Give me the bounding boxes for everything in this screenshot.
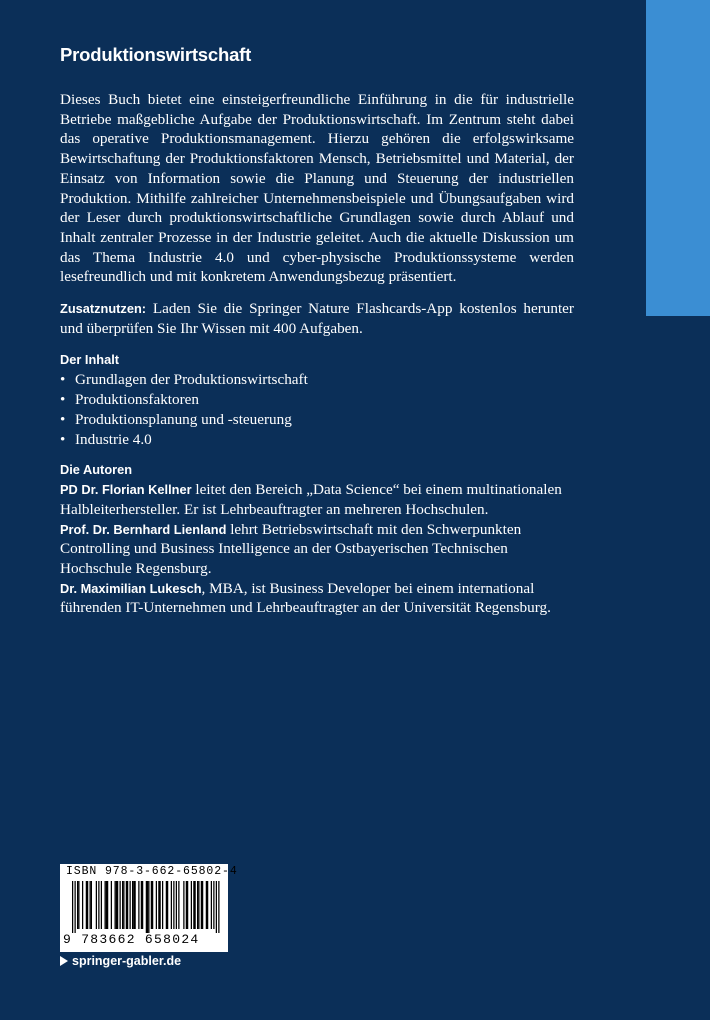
- list-item: [60, 370, 574, 390]
- book-description: Dieses Buch bietet eine einsteigerfreundliche Einführung in die für industrielle Betriebe maßgebliche Aufgabe der Produktionswirtschaft. Im Zentrum steht dabei das operative Produktionsmanagement. Hierzu gehören die erfolgswirksame Bewirtschaftung der Produktionsfaktoren Mensch, Betriebsmittel und Material, der Einsatz von Information sowie die Planung und Steuerung der industriellen Produktion. Mithilfe zahlreicher Unternehmensbeispiele und Übungsaufgaben wird der Leser durch produktionswirtschaftliche Grundlagen sowie durch Ablauf und Inhalt zentraler Prozesse in der Industrie geleitet. Auch die aktuelle Diskussion um das Thema Industrie 4.0 und cyber-physische Produktionssysteme werden lesefreundlich und mit konkretem Anwendungsbezug präsentiert.: [60, 91, 574, 286]
- author-name: Dr. Maximilian Lukesch: [60, 580, 202, 596]
- author-name: PD Dr. Florian Kellner: [60, 482, 192, 498]
- author-entry: [60, 520, 574, 579]
- arrow-right-icon: [60, 956, 68, 966]
- bullet-icon: •: [60, 430, 66, 448]
- back-cover-content: [60, 44, 574, 618]
- list-item: [60, 390, 574, 410]
- list-item: [60, 430, 574, 450]
- inhalt-heading: Der Inhalt: [60, 352, 120, 368]
- inhalt-list: [60, 370, 574, 449]
- zusatznutzen: [60, 299, 574, 338]
- inhalt-item-label: Produktionsplanung und -steuerung: [75, 410, 292, 428]
- author-bio: leitet den Bereich „Data Science“ bei einem multinationalen Halbleiterhersteller. Er ist Lehrbeauftragter an mehreren Hochschulen.: [60, 481, 562, 518]
- website-label[interactable]: springer-gabler.de: [72, 954, 182, 968]
- inhalt-item-label: Produktionsfaktoren: [75, 391, 200, 409]
- bullet-icon: •: [60, 410, 66, 428]
- author-entry: [60, 579, 574, 618]
- author-bio: lehrt Betriebswirtschaft mit den Schwerpunkten Controlling und Business Intelligence an der Ostbayerischen Technischen Hochschule Regensburg.: [60, 520, 522, 578]
- inhalt-item-label: Industrie 4.0: [75, 430, 152, 448]
- book-title: Produktionswirtschaft: [60, 44, 252, 65]
- inhalt-item-label: Grundlagen der Produktionswirtschaft: [75, 371, 308, 389]
- author-bio: , MBA, ist Business Developer bei einem international führenden IT-Unternehmen und Lehrbeauftragter an der Universität Regensburg.: [60, 579, 551, 617]
- bullet-icon: •: [60, 371, 66, 389]
- zusatznutzen-text: Laden Sie die Springer Nature Flashcards-App kostenlos herunter und überprüfen Sie Ihr Wissen mit 400 Aufgaben.: [60, 300, 574, 337]
- bullet-icon: •: [60, 391, 66, 409]
- publisher-website[interactable]: [60, 954, 181, 968]
- barcode-number: 9 783662 658024: [63, 932, 200, 947]
- barcode-box: [60, 864, 238, 952]
- isbn-label: ISBN 978-3-662-65802-4: [66, 865, 238, 878]
- zusatznutzen-label: Zusatznutzen:: [60, 301, 147, 317]
- list-item: [60, 410, 574, 430]
- author-name: Prof. Dr. Bernhard Lienland: [60, 521, 227, 537]
- author-entry: [60, 480, 574, 519]
- accent-bar: [646, 0, 710, 316]
- barcode-icon: [72, 881, 220, 933]
- autoren-heading: Die Autoren: [60, 462, 133, 478]
